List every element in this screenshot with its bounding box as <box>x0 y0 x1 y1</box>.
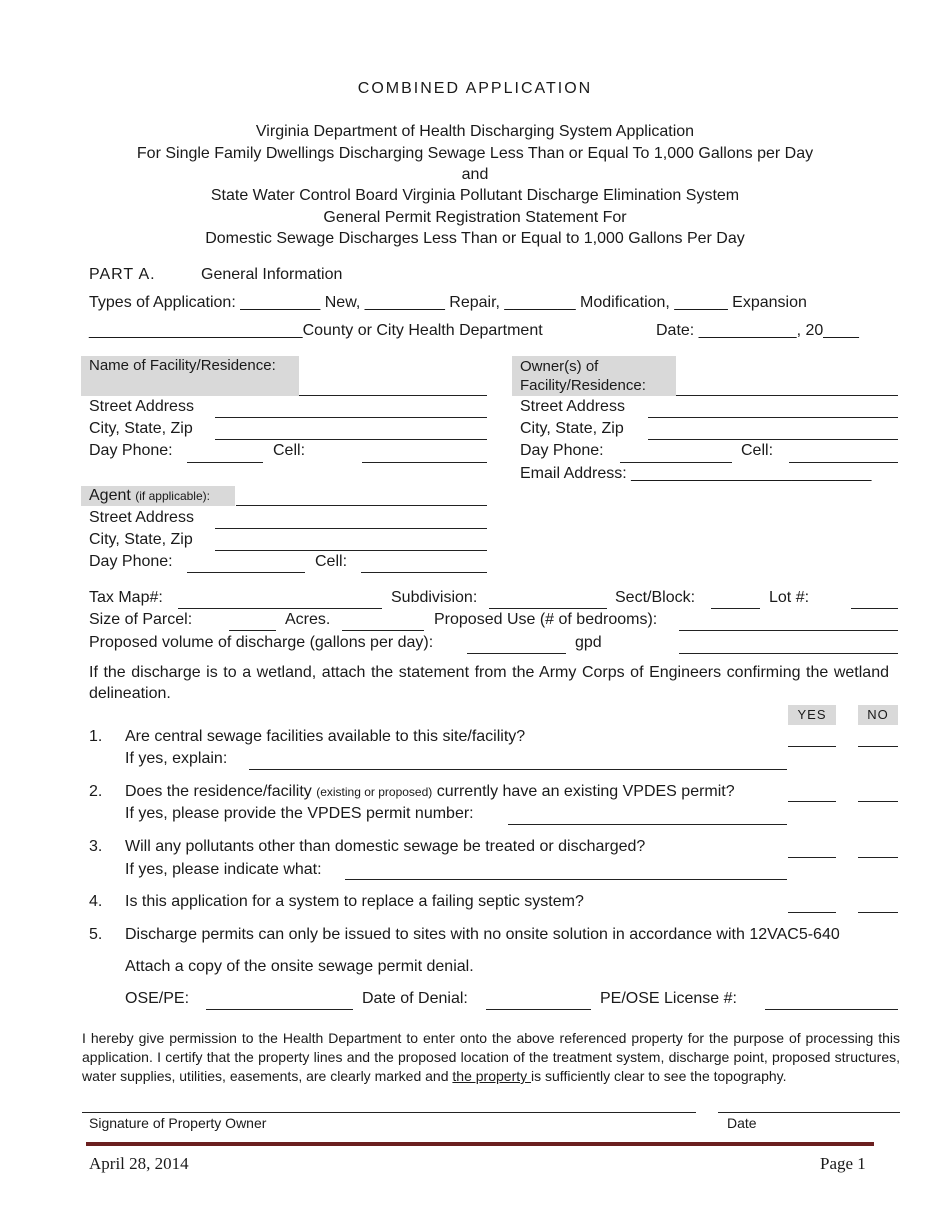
question-1-yes-field[interactable] <box>788 746 836 747</box>
application-types-line[interactable]: Types of Application: _________ New, _________ Repair, ________ Modification, ______ Expansion <box>89 294 807 311</box>
owner-city-field[interactable] <box>648 439 898 440</box>
discharge-volume-label: Proposed volume of discharge (gallons per day): <box>89 634 434 651</box>
footer-rule <box>86 1142 874 1146</box>
facility-day-phone-label: Day Phone: <box>89 442 173 459</box>
question-2-permit-field[interactable] <box>508 824 787 825</box>
owner-signature-label: Signature of Property Owner <box>89 1115 267 1131</box>
county-health-department-line[interactable]: ________________________County or City Health Department <box>89 322 543 339</box>
question-1-text: Are central sewage facilities available to this site/facility? <box>125 728 526 745</box>
facility-cell-label: Cell: <box>273 442 306 459</box>
part-label: PART A. <box>89 266 156 283</box>
agent-label-text: Agent <box>89 487 131 504</box>
agent-name-field[interactable] <box>236 505 487 506</box>
date-of-denial-label: Date of Denial: <box>362 990 468 1007</box>
agent-street-label: Street Address <box>89 509 194 526</box>
facility-street-field[interactable] <box>215 417 487 418</box>
question-2-no-field[interactable] <box>858 801 898 802</box>
acres-field[interactable] <box>342 630 424 631</box>
agent-label <box>89 486 210 506</box>
pe-ose-license-field[interactable] <box>765 1009 898 1010</box>
facility-city-field[interactable] <box>215 439 487 440</box>
facility-cell-field[interactable] <box>362 462 487 463</box>
question-1-explain-field[interactable] <box>249 769 787 770</box>
lot-label: Lot #: <box>769 589 810 606</box>
question-5-text: Discharge permits can only be issued to sites with no onsite solution in accordance with 12VAC5-640 <box>125 926 840 943</box>
footer-date: April 28, 2014 <box>89 1154 189 1173</box>
question-2-text-b: currently have an existing VPDES permit? <box>436 783 735 800</box>
owner-label-line-2: Facility/Residence: <box>520 377 646 394</box>
tax-map-field[interactable] <box>178 608 382 609</box>
owner-cell-field[interactable] <box>789 462 898 463</box>
discharge-volume-field[interactable] <box>467 653 566 654</box>
parcel-size-label: Size of Parcel: <box>89 611 193 628</box>
owner-cell-label: Cell: <box>741 442 774 459</box>
facility-street-label: Street Address <box>89 398 194 415</box>
yes-column-header: YES <box>788 705 836 725</box>
parcel-size-field[interactable] <box>229 630 276 631</box>
owner-name-field[interactable] <box>676 395 898 396</box>
subdivision-label: Subdivision: <box>391 589 478 606</box>
agent-city-label: City, State, Zip <box>89 531 193 548</box>
owner-city-label: City, State, Zip <box>520 420 624 437</box>
header-line-4: State Water Control Board Virginia Pollutant Discharge Elimination System <box>210 187 740 204</box>
agent-city-field[interactable] <box>215 550 487 551</box>
header-line-5: General Permit Registration Statement For <box>323 209 627 226</box>
discharge-volume-extra-field[interactable] <box>679 653 898 654</box>
facility-name-field[interactable] <box>299 395 487 396</box>
owner-email-line[interactable]: Email Address: ___________________________ <box>520 465 872 482</box>
question-2-text <box>125 782 735 802</box>
question-5-attach-text: Attach a copy of the onsite sewage permit denial. <box>125 958 474 975</box>
tax-map-label: Tax Map#: <box>89 589 163 606</box>
question-1-no-field[interactable] <box>858 746 898 747</box>
header-line-6: Domestic Sewage Discharges Less Than or Equal to 1,000 Gallons Per Day <box>205 230 745 247</box>
question-4-text: Is this application for a system to replace a failing septic system? <box>125 893 584 910</box>
certification-text-b: is sufficiently clear to see the topography. <box>531 1068 787 1084</box>
certification-statement <box>82 1029 900 1086</box>
header-line-1: Virginia Department of Health Discharging System Application <box>255 123 695 140</box>
owner-street-label: Street Address <box>520 398 625 415</box>
question-2-text-a: Does the residence/facility <box>125 783 312 800</box>
agent-cell-label: Cell: <box>315 553 348 570</box>
signature-date-label: Date <box>727 1115 757 1131</box>
sect-block-label: Sect/Block: <box>615 589 696 606</box>
question-2-yes-field[interactable] <box>788 801 836 802</box>
question-1-number: 1. <box>89 728 103 745</box>
facility-day-phone-field[interactable] <box>187 462 263 463</box>
ose-pe-field[interactable] <box>206 1009 353 1010</box>
ose-pe-label: OSE/PE: <box>125 990 190 1007</box>
question-3-text: Will any pollutants other than domestic sewage be treated or discharged? <box>125 838 646 855</box>
footer-page-number: Page 1 <box>820 1154 866 1173</box>
header-line-3: and <box>461 166 489 183</box>
pe-ose-license-label: PE/OSE License #: <box>600 990 737 1007</box>
question-2-permit-label: If yes, please provide the VPDES permit number: <box>125 805 474 822</box>
section-title: General Information <box>201 266 343 283</box>
question-2-number: 2. <box>89 783 103 800</box>
question-5-number: 5. <box>89 926 103 943</box>
lot-field[interactable] <box>851 608 898 609</box>
application-date-line[interactable]: Date: ___________, 20____ <box>656 322 859 339</box>
facility-name-label: Name of Facility/Residence: <box>89 357 276 374</box>
question-1-explain-label: If yes, explain: <box>125 750 228 767</box>
owner-day-phone-label: Day Phone: <box>520 442 604 459</box>
question-3-indicate-field[interactable] <box>345 879 787 880</box>
agent-label-note: (if applicable): <box>135 489 210 503</box>
question-4-yes-field[interactable] <box>788 912 836 913</box>
certification-underlined: the property <box>452 1068 532 1084</box>
subdivision-field[interactable] <box>489 608 607 609</box>
owner-label-line-1: Owner(s) of <box>520 358 599 375</box>
owner-signature-field[interactable] <box>82 1112 696 1113</box>
question-2-note: (existing or proposed) <box>316 785 433 799</box>
agent-day-phone-label: Day Phone: <box>89 553 173 570</box>
sect-block-field[interactable] <box>711 608 760 609</box>
question-4-number: 4. <box>89 893 103 910</box>
certification-text-a: I hereby give permission to the Health Department to enter onto the above referenced property for the purpose of processing this application. I certify that the property lines and the proposed location of the treatment system, discharge point, proposed structures, water supplies, utilities, easements, are clearly marked and <box>82 1030 900 1084</box>
form-title: COMBINED APPLICATION <box>357 80 593 97</box>
question-3-indicate-label: If yes, please indicate what: <box>125 861 322 878</box>
question-3-yes-field[interactable] <box>788 857 836 858</box>
question-4-no-field[interactable] <box>858 912 898 913</box>
proposed-use-label: Proposed Use (# of bedrooms): <box>434 611 658 628</box>
no-column-header: NO <box>858 705 898 725</box>
wetland-instruction: If the discharge is to a wetland, attach the statement from the Army Corps of Engineers confirming the wetland delineation. <box>89 664 889 702</box>
date-of-denial-field[interactable] <box>486 1009 591 1010</box>
acres-label: Acres. <box>285 611 331 628</box>
agent-day-phone-field[interactable] <box>187 572 305 573</box>
gpd-label: gpd <box>575 634 602 651</box>
owner-street-field[interactable] <box>648 417 898 418</box>
question-3-no-field[interactable] <box>858 857 898 858</box>
agent-cell-field[interactable] <box>361 572 487 573</box>
signature-date-field[interactable] <box>718 1112 900 1113</box>
facility-city-label: City, State, Zip <box>89 420 193 437</box>
question-3-number: 3. <box>89 838 103 855</box>
owner-day-phone-field[interactable] <box>620 462 732 463</box>
agent-street-field[interactable] <box>215 528 487 529</box>
header-line-2: For Single Family Dwellings Discharging Sewage Less Than or Equal To 1,000 Gallons per Day <box>136 145 814 162</box>
proposed-use-field[interactable] <box>679 630 898 631</box>
